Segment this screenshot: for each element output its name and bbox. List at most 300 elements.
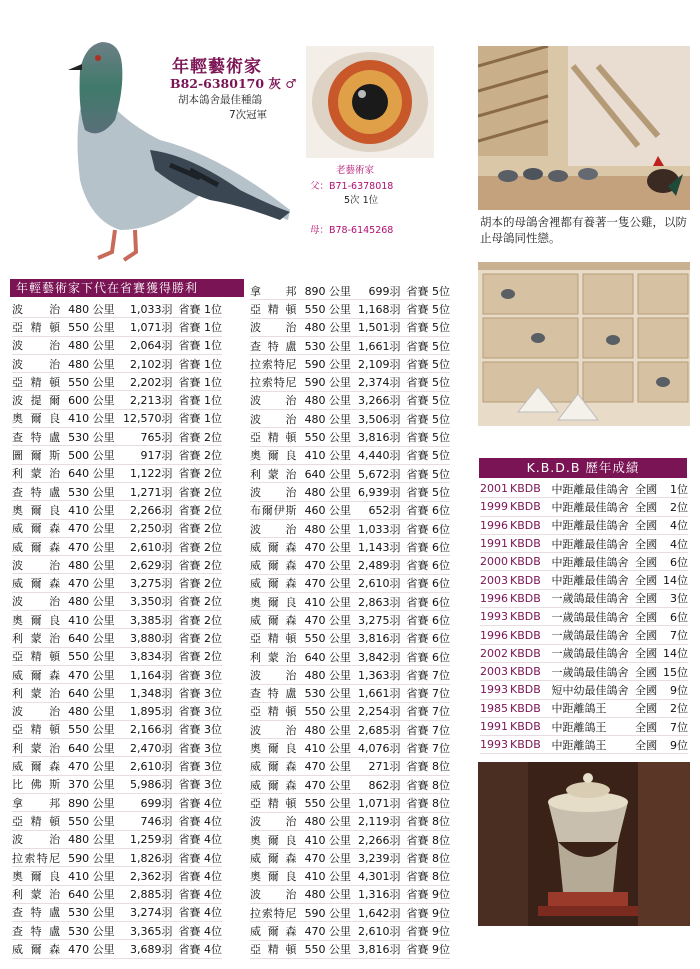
race-distance: 550 公里 (68, 373, 121, 391)
race-entries: 2,470羽 (121, 739, 178, 757)
race-distance: 410 公里 (305, 867, 355, 885)
race-placing: 省賽 1位 (179, 391, 223, 409)
race-entries: 1,316羽 (355, 885, 406, 903)
race-city: 利蒙治 (12, 885, 68, 903)
race-distance: 480 公里 (305, 885, 355, 903)
race-placing: 省賽 7位 (407, 666, 451, 684)
photo-caption: 胡本的母鴿舍裡都有養著一隻公雞，以防止母鴿同性戀。 (480, 215, 687, 245)
race-city: 威爾森 (250, 556, 305, 574)
table-row (480, 516, 688, 534)
table-row (250, 647, 450, 665)
race-placing: 省賽 5位 (407, 483, 451, 501)
kbdb-scope: 全國 (635, 699, 663, 717)
table-row (12, 482, 222, 500)
race-placing: 省賽 9位 (407, 922, 451, 940)
race-distance: 470 公里 (68, 519, 121, 537)
table-row (12, 739, 222, 757)
race-city: 波 治 (12, 300, 68, 318)
race-entries: 2,266羽 (355, 830, 406, 848)
kbdb-award: 一歲鴿最佳鴿舍 (548, 626, 636, 644)
kbdb-org: KBDB (508, 480, 548, 498)
table-row (250, 282, 450, 300)
race-placing: 省賽 6位 (407, 556, 451, 574)
race-placing: 省賽 4位 (179, 867, 223, 885)
race-entries: 3,266羽 (355, 391, 406, 409)
race-entries: 3,689羽 (121, 940, 178, 958)
race-entries: 2,102羽 (121, 354, 178, 372)
race-entries: 1,363羽 (355, 666, 406, 684)
race-city: 拉索特尼 (250, 373, 305, 391)
table-row (250, 519, 450, 537)
race-distance: 530 公里 (68, 922, 121, 940)
race-city: 波 治 (12, 336, 68, 354)
race-city: 查特盧 (250, 336, 305, 354)
kbdb-year: 1999 (480, 498, 508, 516)
table-row (12, 519, 222, 537)
kbdb-scope: 全國 (635, 516, 663, 534)
table-row (250, 739, 450, 757)
kbdb-award: 一歲鴿最佳鴿舍 (548, 662, 636, 680)
race-city: 奧爾良 (12, 409, 68, 427)
race-city: 威爾森 (250, 611, 305, 629)
race-distance: 640 公里 (68, 629, 121, 647)
kbdb-year: 1996 (480, 589, 508, 607)
table-row (12, 464, 222, 482)
race-entries: 1,895羽 (121, 702, 178, 720)
race-distance: 890 公里 (68, 794, 121, 812)
race-city: 亞精頓 (12, 647, 68, 665)
race-distance: 470 公里 (68, 537, 121, 555)
race-placing: 省賽 1位 (179, 336, 223, 354)
race-city: 威爾森 (12, 537, 68, 555)
table-row (12, 775, 222, 793)
race-city: 波 治 (12, 556, 68, 574)
kbdb-award: 中距離最佳鴿舍 (548, 553, 636, 571)
race-entries: 5,672羽 (355, 464, 406, 482)
table-row (12, 556, 222, 574)
race-distance: 410 公里 (68, 611, 121, 629)
kbdb-award: 中距離最佳鴿舍 (548, 498, 636, 516)
race-results-right (250, 282, 450, 959)
race-distance: 470 公里 (305, 922, 355, 940)
race-city: 奧爾良 (250, 830, 305, 848)
kbdb-year: 1985 (480, 699, 508, 717)
race-city: 威爾森 (250, 574, 305, 592)
kbdb-year: 1993 (480, 681, 508, 699)
kbdb-placing: 3位 (663, 589, 688, 607)
race-distance: 550 公里 (68, 720, 121, 738)
table-row (480, 498, 688, 516)
table-row (12, 684, 222, 702)
race-city: 拉索特尼 (250, 904, 305, 922)
race-entries: 2,119羽 (355, 812, 406, 830)
race-entries: 3,816羽 (355, 629, 406, 647)
kbdb-scope: 全國 (635, 681, 663, 699)
race-entries: 1,271羽 (121, 482, 178, 500)
table-row (250, 355, 450, 373)
table-row (250, 464, 450, 482)
race-placing: 省賽 1位 (179, 409, 223, 427)
race-city: 亞精頓 (250, 940, 305, 958)
race-entries: 1,168羽 (355, 300, 406, 318)
race-distance: 470 公里 (68, 574, 121, 592)
table-row (12, 903, 222, 921)
race-placing: 省賽 1位 (179, 354, 223, 372)
race-placing: 省賽 6位 (407, 593, 451, 611)
table-row (12, 501, 222, 519)
race-placing: 省賽 2位 (179, 574, 223, 592)
race-placing: 省賽 9位 (407, 885, 451, 903)
race-distance: 600 公里 (68, 391, 121, 409)
kbdb-award: 一歲鴿最佳鴿舍 (548, 589, 636, 607)
table-row (250, 574, 450, 592)
race-placing: 省賽 8位 (407, 794, 451, 812)
race-city: 波 治 (250, 519, 305, 537)
race-placing: 省賽 8位 (407, 776, 451, 794)
table-row (12, 867, 222, 885)
race-placing: 省賽 2位 (179, 629, 223, 647)
race-distance: 550 公里 (68, 318, 121, 336)
table-row (12, 647, 222, 665)
race-entries: 3,842羽 (355, 647, 406, 665)
race-city: 拉索特尼 (250, 355, 305, 373)
race-distance: 470 公里 (305, 757, 355, 775)
table-row (12, 428, 222, 446)
race-entries: 3,274羽 (121, 903, 178, 921)
race-placing: 省賽 1位 (179, 373, 223, 391)
race-city: 威爾森 (250, 757, 305, 775)
kbdb-scope: 全國 (635, 662, 663, 680)
race-placing: 省賽 3位 (179, 739, 223, 757)
kbdb-org: KBDB (508, 516, 548, 534)
race-distance: 480 公里 (305, 483, 355, 501)
race-distance: 410 公里 (68, 409, 121, 427)
race-entries: 3,239羽 (355, 849, 406, 867)
race-entries: 3,506羽 (355, 410, 406, 428)
race-placing: 省賽 5位 (407, 373, 451, 391)
table-row (250, 391, 450, 409)
race-entries: 3,350羽 (121, 592, 178, 610)
race-distance: 530 公里 (68, 482, 121, 500)
table-row (480, 626, 688, 644)
table-row (12, 592, 222, 610)
race-placing: 省賽 4位 (179, 830, 223, 848)
race-entries: 1,143羽 (355, 538, 406, 556)
race-city: 亞精頓 (12, 373, 68, 391)
race-entries: 3,385羽 (121, 611, 178, 629)
race-placing: 省賽 6位 (407, 538, 451, 556)
kbdb-org: KBDB (508, 662, 548, 680)
loft-rooster-photo (478, 46, 690, 210)
race-entries: 2,374羽 (355, 373, 406, 391)
race-entries: 1,033羽 (121, 300, 178, 318)
table-row (12, 336, 222, 354)
table-row (250, 794, 450, 812)
race-distance: 370 公里 (68, 775, 121, 793)
table-row (12, 830, 222, 848)
race-city: 奧爾良 (250, 593, 305, 611)
race-placing: 省賽 6位 (407, 519, 451, 537)
race-distance: 550 公里 (68, 812, 121, 830)
race-distance: 500 公里 (68, 446, 121, 464)
race-city: 波 治 (250, 885, 305, 903)
table-row (250, 428, 450, 446)
table-row (12, 409, 222, 427)
race-city: 布爾伊斯 (250, 501, 305, 519)
race-distance: 590 公里 (305, 355, 355, 373)
race-distance: 480 公里 (305, 318, 355, 336)
kbdb-year: 2003 (480, 571, 508, 589)
kbdb-year: 1993 (480, 736, 508, 754)
race-distance: 530 公里 (68, 903, 121, 921)
race-entries: 4,076羽 (355, 739, 406, 757)
race-distance: 890 公里 (305, 282, 355, 300)
table-row (480, 608, 688, 626)
kbdb-year: 1991 (480, 534, 508, 552)
race-placing: 省賽 4位 (179, 922, 223, 940)
race-city: 波 治 (12, 702, 68, 720)
race-entries: 5,986羽 (121, 775, 178, 793)
table-row (12, 757, 222, 775)
table-row (480, 571, 688, 589)
table-row (250, 300, 450, 318)
kbdb-award: 中距離鴿王 (548, 717, 636, 735)
race-entries: 12,570羽 (121, 409, 178, 427)
race-placing: 省賽 7位 (407, 702, 451, 720)
race-entries: 1,348羽 (121, 684, 178, 702)
race-distance: 470 公里 (305, 776, 355, 794)
race-distance: 480 公里 (68, 354, 121, 372)
race-city: 拉索特尼 (12, 848, 68, 866)
race-entries: 1,642羽 (355, 904, 406, 922)
race-placing: 省賽 5位 (407, 446, 451, 464)
race-placing: 省賽 2位 (179, 464, 223, 482)
table-row (250, 336, 450, 354)
race-city: 威爾森 (250, 922, 305, 940)
table-row (250, 666, 450, 684)
race-city: 查特盧 (12, 903, 68, 921)
kbdb-award: 中距離最佳鴿舍 (548, 571, 636, 589)
race-placing: 省賽 5位 (407, 410, 451, 428)
race-city: 威爾森 (250, 776, 305, 794)
race-entries: 2,109羽 (355, 355, 406, 373)
table-row (480, 589, 688, 607)
kbdb-scope: 全國 (635, 534, 663, 552)
race-city: 圖爾斯 (12, 446, 68, 464)
table-row (250, 556, 450, 574)
race-placing: 省賽 2位 (179, 428, 223, 446)
race-placing: 省賽 2位 (179, 446, 223, 464)
table-row (12, 848, 222, 866)
kbdb-results (480, 480, 688, 754)
race-placing: 省賽 8位 (407, 812, 451, 830)
kbdb-placing: 7位 (663, 626, 688, 644)
race-distance: 480 公里 (305, 519, 355, 537)
table-row (480, 553, 688, 571)
race-entries: 2,629羽 (121, 556, 178, 574)
race-placing: 省賽 4位 (179, 848, 223, 866)
race-distance: 410 公里 (68, 501, 121, 519)
race-distance: 410 公里 (305, 593, 355, 611)
race-distance: 640 公里 (68, 684, 121, 702)
kbdb-placing: 9位 (663, 681, 688, 699)
race-city: 查特盧 (250, 684, 305, 702)
race-entries: 862羽 (355, 776, 406, 794)
table-row (250, 684, 450, 702)
race-city: 波 治 (250, 318, 305, 336)
kbdb-placing: 15位 (663, 662, 688, 680)
race-distance: 590 公里 (305, 373, 355, 391)
eye-photo (306, 46, 434, 158)
race-entries: 3,365羽 (121, 922, 178, 940)
table-row (480, 662, 688, 680)
race-placing: 省賽 2位 (179, 592, 223, 610)
kbdb-scope: 全國 (635, 498, 663, 516)
race-distance: 470 公里 (305, 611, 355, 629)
race-placing: 省賽 5位 (407, 282, 451, 300)
race-distance: 550 公里 (305, 300, 355, 318)
table-row (12, 537, 222, 555)
race-city: 波提爾 (12, 391, 68, 409)
race-city: 威爾森 (12, 757, 68, 775)
kbdb-org: KBDB (508, 644, 548, 662)
race-distance: 480 公里 (305, 391, 355, 409)
kbdb-placing: 14位 (663, 571, 688, 589)
race-city: 亞精頓 (12, 318, 68, 336)
race-city: 威爾森 (250, 849, 305, 867)
race-city: 奧爾良 (12, 611, 68, 629)
race-city: 亞精頓 (250, 428, 305, 446)
nest-boxes-photo (478, 262, 690, 426)
kbdb-placing: 7位 (663, 717, 688, 735)
race-distance: 550 公里 (305, 428, 355, 446)
race-distance: 470 公里 (68, 665, 121, 683)
table-row (250, 483, 450, 501)
race-city: 波 治 (12, 354, 68, 372)
table-row (12, 300, 222, 318)
race-placing: 省賽 3位 (179, 684, 223, 702)
race-distance: 470 公里 (305, 849, 355, 867)
table-row (12, 446, 222, 464)
race-entries: 1,661羽 (355, 684, 406, 702)
race-distance: 480 公里 (68, 300, 121, 318)
race-placing: 省賽 6位 (407, 574, 451, 592)
race-entries: 2,685羽 (355, 721, 406, 739)
race-distance: 410 公里 (305, 739, 355, 757)
table-row (250, 629, 450, 647)
race-city: 奧爾良 (12, 501, 68, 519)
race-city: 波 治 (250, 666, 305, 684)
table-row (250, 885, 450, 903)
table-row (250, 373, 450, 391)
race-city: 波 治 (12, 592, 68, 610)
table-row (12, 373, 222, 391)
table-row (250, 702, 450, 720)
kbdb-placing: 9位 (663, 736, 688, 754)
race-placing: 省賽 2位 (179, 501, 223, 519)
race-entries: 3,275羽 (355, 611, 406, 629)
table-row (12, 812, 222, 830)
kbdb-year: 2000 (480, 553, 508, 571)
race-city: 拿 邦 (12, 794, 68, 812)
race-entries: 1,071羽 (355, 794, 406, 812)
race-distance: 640 公里 (68, 464, 121, 482)
table-row (12, 354, 222, 372)
race-placing: 省賽 6位 (407, 501, 451, 519)
race-placing: 省賽 7位 (407, 739, 451, 757)
table-row (12, 720, 222, 738)
kbdb-scope: 全國 (635, 553, 663, 571)
race-entries: 4,440羽 (355, 446, 406, 464)
table-row (12, 391, 222, 409)
race-distance: 470 公里 (305, 556, 355, 574)
race-distance: 470 公里 (68, 757, 121, 775)
race-entries: 2,202羽 (121, 373, 178, 391)
kbdb-org: KBDB (508, 736, 548, 754)
race-city: 比佛斯 (12, 775, 68, 793)
kbdb-year: 1996 (480, 626, 508, 644)
race-placing: 省賽 5位 (407, 355, 451, 373)
kbdb-scope: 全國 (635, 589, 663, 607)
race-distance: 410 公里 (68, 867, 121, 885)
race-city: 利蒙治 (12, 739, 68, 757)
race-distance: 550 公里 (68, 647, 121, 665)
race-city: 波 治 (250, 812, 305, 830)
race-placing: 省賽 2位 (179, 611, 223, 629)
race-placing: 省賽 3位 (179, 665, 223, 683)
race-entries: 1,826羽 (121, 848, 178, 866)
table-row (12, 922, 222, 940)
kbdb-year: 2002 (480, 644, 508, 662)
race-distance: 470 公里 (305, 538, 355, 556)
table-row (250, 812, 450, 830)
race-entries: 1,661羽 (355, 336, 406, 354)
race-entries: 2,064羽 (121, 336, 178, 354)
kbdb-award: 中距離鴿王 (548, 736, 636, 754)
race-city: 威爾森 (12, 665, 68, 683)
race-entries: 765羽 (121, 428, 178, 446)
race-city: 利蒙治 (250, 464, 305, 482)
race-city: 利蒙治 (12, 684, 68, 702)
kbdb-scope: 全國 (635, 644, 663, 662)
race-city: 奧爾良 (250, 739, 305, 757)
race-distance: 470 公里 (68, 940, 121, 958)
race-city: 奧爾良 (12, 867, 68, 885)
kbdb-award: 一歲鴿最佳鴿舍 (548, 608, 636, 626)
race-entries: 6,939羽 (355, 483, 406, 501)
table-row (12, 611, 222, 629)
ring-number: B82-6380170 灰 ♂ (170, 76, 297, 91)
race-placing: 省賽 4位 (179, 885, 223, 903)
kbdb-year: 2003 (480, 662, 508, 680)
table-row (250, 611, 450, 629)
kbdb-org: KBDB (508, 498, 548, 516)
race-distance: 470 公里 (305, 574, 355, 592)
race-city: 波 治 (250, 391, 305, 409)
pigeon-name: 年輕藝術家 (172, 57, 262, 77)
race-placing: 省賽 4位 (179, 794, 223, 812)
kbdb-placing: 6位 (663, 608, 688, 626)
table-row (250, 922, 450, 940)
table-row (250, 904, 450, 922)
table-row (250, 757, 450, 775)
table-row (480, 480, 688, 498)
race-city: 亞精頓 (12, 720, 68, 738)
race-entries: 3,816羽 (355, 940, 406, 958)
race-placing: 省賽 9位 (407, 904, 451, 922)
race-city: 利蒙治 (250, 647, 305, 665)
table-row (12, 629, 222, 647)
